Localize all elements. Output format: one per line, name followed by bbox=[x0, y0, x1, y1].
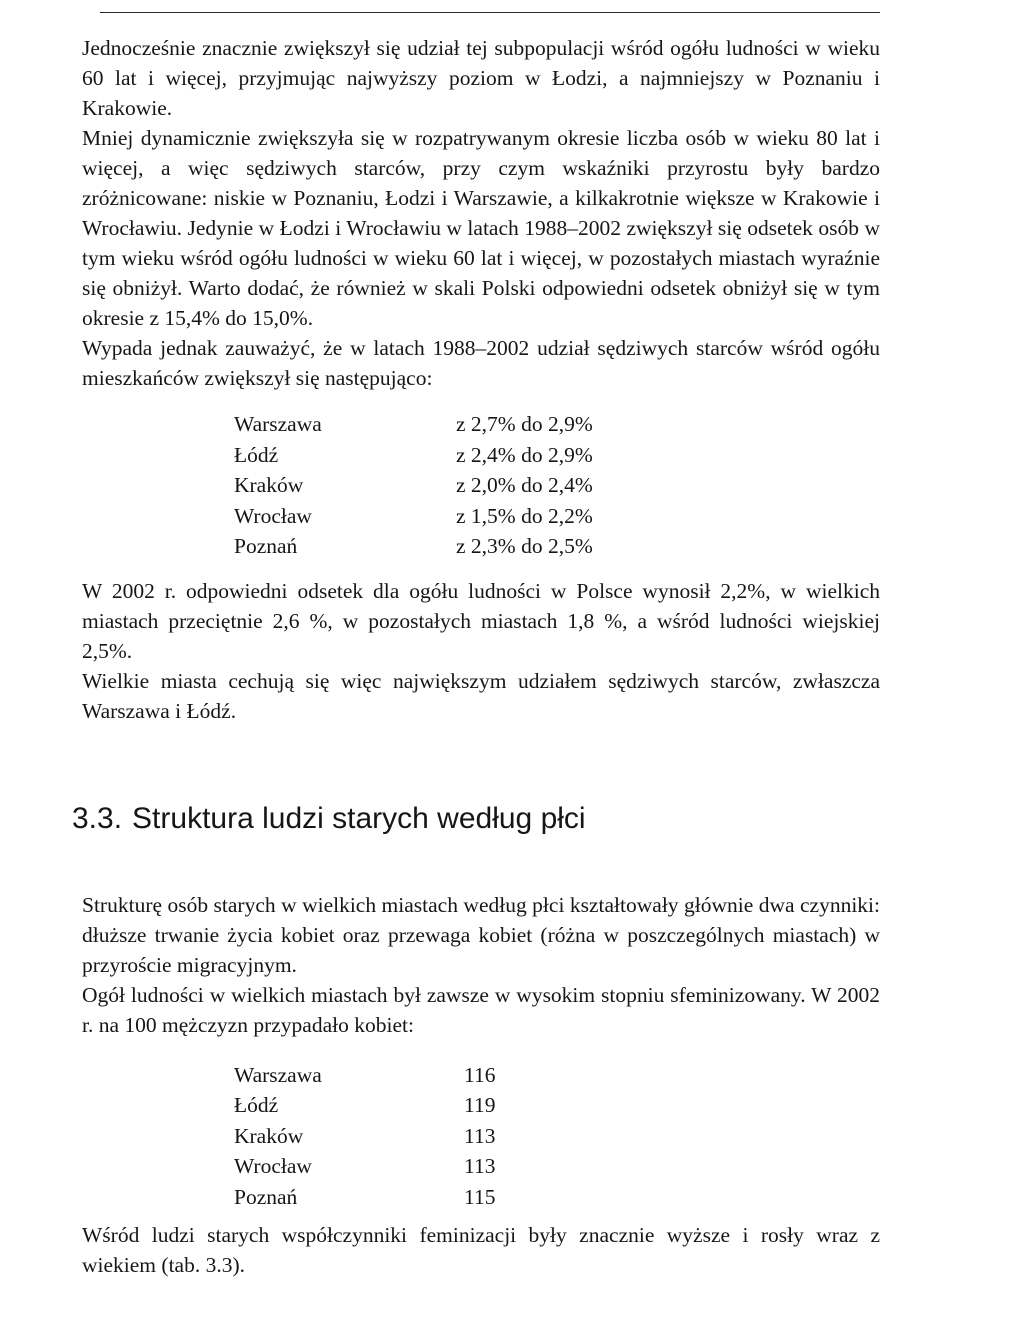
header-rule bbox=[100, 12, 880, 13]
table-row bbox=[234, 409, 593, 440]
section-number: 3.3. bbox=[72, 801, 123, 835]
value-cell: 119 bbox=[464, 1093, 496, 1117]
city-cell: Kraków bbox=[234, 473, 304, 497]
paragraph: Wielkie miasta cechują się więc największym udziałem sędziwych starców, zwłaszcza Warszawa i Łódź. bbox=[82, 668, 880, 723]
table-row bbox=[234, 531, 593, 562]
table-row bbox=[234, 1121, 495, 1152]
paragraph: Wśród ludzi starych współczynniki feminizacji były znacznie wyższe i rosły wraz z wiekiem (tab. 3.3). bbox=[82, 1223, 880, 1277]
section-heading bbox=[72, 802, 880, 836]
share-change-table bbox=[234, 409, 593, 562]
value-cell: 115 bbox=[464, 1184, 496, 1209]
value-cell: 116 bbox=[464, 1062, 496, 1087]
city-cell: Wrocław bbox=[234, 503, 312, 528]
city-cell: Poznań bbox=[234, 1184, 298, 1209]
paragraph: Ogół ludności w wielkich miastach był zawsze w wysokim stopniu sfeminizowany. W 2002 r. na 100 mężczyzn przypadało kobiet: bbox=[82, 982, 880, 1037]
city-cell: Wrocław bbox=[234, 1154, 312, 1178]
value-cell: z 1,5% do 2,2% bbox=[456, 503, 593, 528]
paragraph: Mniej dynamicznie zwiększyła się w rozpatrywanym okresie liczba osób w wieku 80 lat i więcej, a więc sędziwych starców, przy czym wskaźniki przyrostu były bardzo zróżnicowane: niskie w Poznaniu, Łodzi i Warszawie, a kilkakrotnie większe w Krakowie i Wrocławiu. Jedynie w Łodzi i Wrocławiu w latach 1988–2002 zwiększył się odsetek osób w tym wieku wśród ogółu ludności w wieku 60 lat i więcej, w pozostałych miastach wyraźnie się obniżył. Warto dodać, że również w skali Polski odpowiedni odsetek obniżył się w tym okresie z 15,4% do 15,0%. bbox=[82, 126, 880, 330]
value-cell: z 2,7% do 2,9% bbox=[456, 412, 593, 436]
city-cell: Kraków bbox=[234, 1123, 304, 1148]
city-cell: Łódź bbox=[234, 442, 279, 467]
city-cell: Warszawa bbox=[234, 1062, 322, 1087]
table-row bbox=[234, 470, 593, 501]
page-body bbox=[72, 33, 880, 1280]
table-row bbox=[234, 440, 593, 471]
value-cell: z 2,0% do 2,4% bbox=[456, 473, 593, 497]
table-row bbox=[234, 1151, 495, 1182]
paragraph: Jednocześnie znacznie zwiększył się udział tej subpopulacji wśród ogółu ludności w wieku 60 lat i więcej, przyjmując najwyższy poziom w Łodzi, a najmniejszy w Poznaniu i Krakowie. bbox=[82, 36, 880, 120]
feminization-table bbox=[234, 1060, 495, 1213]
value-cell: z 2,3% do 2,5% bbox=[456, 534, 593, 558]
table-row bbox=[234, 501, 593, 532]
city-cell: Poznań bbox=[234, 534, 298, 558]
table-row bbox=[234, 1090, 495, 1121]
section-title: Struktura ludzi starych według płci bbox=[132, 801, 586, 835]
paragraph: Strukturę osób starych w wielkich miastach według płci kształtowały głównie dwa czynniki: dłuższe trwanie życia kobiet oraz przewaga kobiet (różna w poszczególnych miastach) w przyroście migracyjnym. bbox=[82, 892, 880, 977]
value-cell: 113 bbox=[464, 1123, 496, 1148]
value-cell: z 2,4% do 2,9% bbox=[456, 442, 593, 467]
table-row bbox=[234, 1182, 495, 1213]
paragraph: W 2002 r. odpowiedni odsetek dla ogółu ludności w Polsce wynosił 2,2%, w wielkich miastach przeciętnie 2,6 %, w pozostałych miastach 1,8 %, a wśród ludności wiejskiej 2,5%. bbox=[82, 578, 880, 663]
paragraph: Wypada jednak zauważyć, że w latach 1988–2002 udział sędziwych starców wśród ogółu mieszkańców zwiększył się następująco: bbox=[82, 336, 880, 390]
city-cell: Łódź bbox=[234, 1093, 279, 1117]
table-row bbox=[234, 1060, 495, 1091]
value-cell: 113 bbox=[464, 1154, 496, 1178]
city-cell: Warszawa bbox=[234, 412, 322, 436]
